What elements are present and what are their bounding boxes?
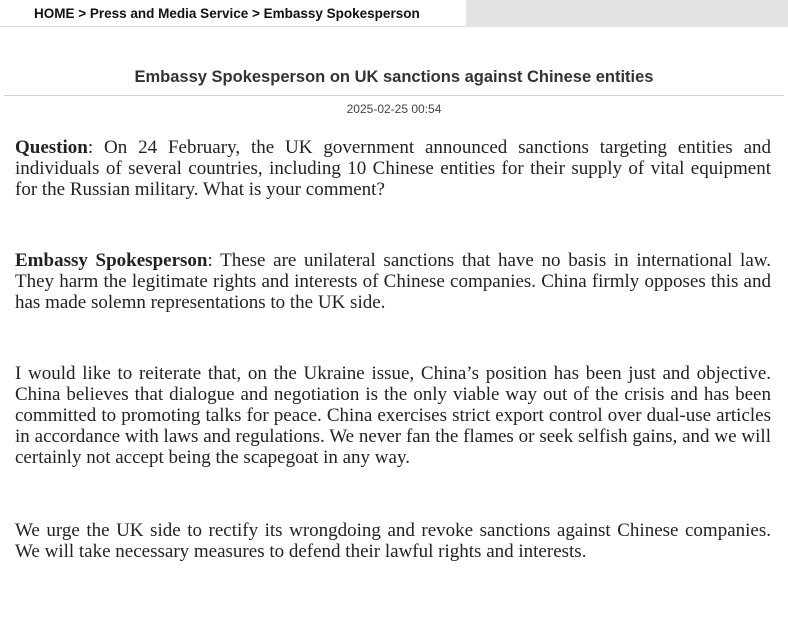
header-grey-block: [466, 0, 788, 27]
breadcrumb-separator: >: [74, 6, 90, 21]
top-bar: [0, 0, 788, 27]
article-date: 2025-02-25 00:54: [346, 102, 442, 116]
breadcrumb-current-link[interactable]: Embassy Spokesperson: [263, 6, 420, 21]
title-divider: [4, 95, 784, 96]
question-text: : On 24 February, the UK government announced sanctions targeting entities and individuals of several countries, including 10 Chinese entities for their supply of vital equipment for the Russian military. What is your comment?: [15, 137, 771, 200]
question-paragraph: [15, 137, 771, 200]
body-paragraph: I would like to reiterate that, on the Ukraine issue, China’s position has been just and objective. China believes that dialogue and negotiation is the only viable way out of the crisis and has been committed to promoting talks for peace. China exercises strict export control over dual-use articles in accordance with laws and regulations. We never fan the flames or seek selfish gains, and we will certainly not accept being the scapegoat in any way.: [15, 363, 771, 468]
breadcrumb-separator: >: [248, 6, 264, 21]
breadcrumb-section-link[interactable]: Press and Media Service: [89, 6, 249, 21]
article-title: Embassy Spokesperson on UK sanctions against Chinese entities: [134, 68, 654, 86]
body-paragraph: We urge the UK side to rectify its wrongdoing and revoke sanctions against Chinese companies. We will take necessary measures to defend their lawful rights and interests.: [15, 520, 771, 562]
answer-paragraph: [15, 250, 771, 313]
spokesperson-label: Embassy Spokesperson: [15, 250, 208, 271]
question-label: Question: [15, 137, 88, 158]
answer-text: : These are unilateral sanctions that have no basis in international law. They harm the legitimate rights and interests of Chinese companies. China firmly opposes this and has made solemn representations to the UK side.: [15, 250, 771, 313]
breadcrumb-home-link[interactable]: HOME: [34, 6, 75, 21]
article-body: [15, 137, 771, 562]
breadcrumb: [0, 0, 466, 27]
